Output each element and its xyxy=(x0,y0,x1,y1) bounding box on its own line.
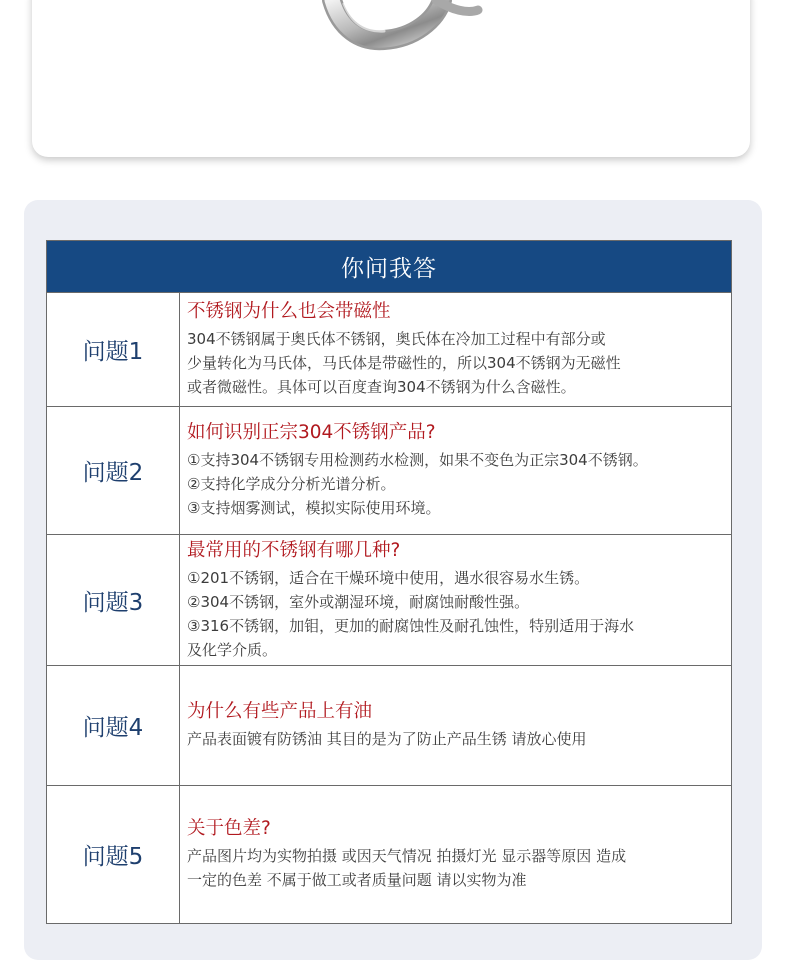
faq-answer-line: ②304不锈钢，室外或潮湿环境，耐腐蚀耐酸性强。 xyxy=(187,592,530,611)
faq-answer xyxy=(180,293,731,406)
faq-label: 问题1 xyxy=(47,293,180,406)
faq-answer-line: 少量转化为马氏体，马氏体是带磁性的，所以304不锈钢为无磁性 xyxy=(187,354,621,372)
faq-answer xyxy=(180,535,731,665)
faq-label: 问题5 xyxy=(47,786,180,923)
faq-answer xyxy=(180,407,731,534)
faq-answer-line: 产品表面镀有防锈油 其目的是为了防止产品生锈 请放心使用 xyxy=(187,730,587,748)
faq-question: 如何识别正宗304不锈钢产品? xyxy=(187,422,436,443)
faq-answer-line: 一定的色差 不属于做工或者质量问题 请以实物为准 xyxy=(187,871,527,889)
faq-answer-line: 或者微磁性。具体可以百度查询304不锈钢为什么含磁性。 xyxy=(187,378,576,396)
faq-question: 关于色差? xyxy=(187,818,271,839)
faq-answer-line: ③316不锈钢，加钼，更加的耐腐蚀性及耐孔蚀性，特别适用于海水 xyxy=(187,616,635,635)
faq-answer-line: ③支持烟雾测试，模拟实际使用环境。 xyxy=(187,499,441,517)
faq-answer-line: 产品图片均为实物拍摄 或因天气情况 拍摄灯光 显示器等原因 造成 xyxy=(187,847,627,865)
faq-title: 你问我答 xyxy=(47,241,731,293)
faq-answer xyxy=(180,666,731,785)
faq-answer-line: 304不锈钢属于奥氏体不锈钢，奥氏体在冷加工过程中有部分或 xyxy=(187,330,606,348)
faq-answer-line: ①支持304不锈钢专用检测药水检测，如果不变色为正宗304不锈钢。 xyxy=(187,451,648,469)
faq-row-3 xyxy=(47,535,731,666)
faq-row-2 xyxy=(47,407,731,535)
faq-row-1 xyxy=(47,293,731,407)
faq-label: 问题4 xyxy=(47,666,180,785)
faq-answer-line: 及化学介质。 xyxy=(187,640,278,659)
faq-question: 最常用的不锈钢有哪几种? xyxy=(187,539,401,561)
faq-table xyxy=(46,240,732,924)
faq-answer xyxy=(180,786,731,923)
faq-label: 问题2 xyxy=(47,407,180,534)
stainless-steel-hook-product-icon xyxy=(32,0,750,157)
faq-row-4 xyxy=(47,666,731,786)
faq-answer-line: ②支持化学成分分析光谱分析。 xyxy=(187,475,396,493)
faq-label: 问题3 xyxy=(47,535,180,665)
product-image-card xyxy=(32,0,750,157)
faq-question: 不锈钢为什么也会带磁性 xyxy=(187,301,391,322)
faq-question: 为什么有些产品上有油 xyxy=(187,701,373,722)
faq-row-5 xyxy=(47,786,731,923)
faq-answer-line: ①201不锈钢，适合在干燥环境中使用，遇水很容易水生锈。 xyxy=(187,568,590,587)
